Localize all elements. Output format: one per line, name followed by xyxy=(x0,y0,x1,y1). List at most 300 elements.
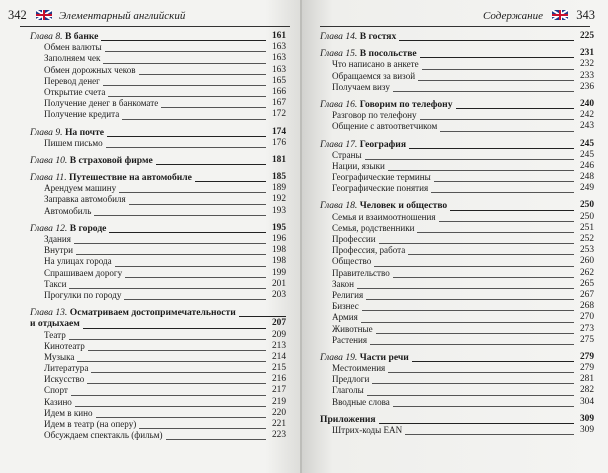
page-ref: 163 xyxy=(271,64,286,75)
leader-line xyxy=(105,51,266,52)
entry-title: Внутри xyxy=(44,245,73,256)
toc-section-entry[interactable] xyxy=(30,194,286,205)
leader-line xyxy=(450,210,574,211)
page-ref: 251 xyxy=(579,222,594,233)
entry-label xyxy=(332,71,415,82)
toc-chapter-entry[interactable] xyxy=(320,414,594,425)
page-ref: 243 xyxy=(579,121,594,132)
page-ref: 163 xyxy=(271,42,286,53)
page-ref: 185 xyxy=(271,172,286,183)
entry-title: На почте xyxy=(64,126,105,138)
toc-section-entry[interactable] xyxy=(30,419,286,430)
chapter-number: Глава 16. xyxy=(320,98,358,110)
entry-title: Обращаемся за визой xyxy=(332,70,416,81)
toc-section-entry[interactable] xyxy=(320,234,594,245)
entry-label xyxy=(44,256,112,267)
leader-line xyxy=(91,372,266,373)
entry-label xyxy=(44,87,105,98)
entry-title: Здания xyxy=(44,234,71,244)
chapter-number: Глава 11. xyxy=(30,172,67,184)
page-ref: 240 xyxy=(579,98,594,109)
toc-section-entry[interactable] xyxy=(320,385,594,396)
entry-title: Получаем визу xyxy=(332,81,390,92)
entry-title: Географические термины xyxy=(332,172,431,183)
entry-label xyxy=(44,419,136,430)
entry-title: Человек и общество xyxy=(359,200,448,212)
leader-line xyxy=(456,108,575,109)
left-page xyxy=(0,0,302,473)
entry-title: В банке xyxy=(64,31,99,42)
toc-section-entry[interactable] xyxy=(320,324,594,335)
page-ref: 304 xyxy=(579,396,594,407)
page-ref: 223 xyxy=(271,430,286,441)
toc-section-entry[interactable] xyxy=(30,363,286,374)
entry-title: Кинотеатр xyxy=(44,340,85,351)
toc-section-entry[interactable] xyxy=(30,234,286,245)
leader-line xyxy=(107,136,266,137)
entry-title: Приложения xyxy=(320,413,376,425)
page-ref: 245 xyxy=(579,138,594,149)
toc-section-entry[interactable] xyxy=(320,397,594,408)
entry-title: Глаголы xyxy=(332,385,364,396)
entry-title: В городе xyxy=(69,222,107,234)
header-rule xyxy=(20,26,290,27)
entry-title: Растения xyxy=(332,334,368,345)
toc-chapter-entry[interactable] xyxy=(320,48,594,59)
entry-label xyxy=(44,98,158,109)
leader-line xyxy=(420,119,574,120)
page-ref: 161 xyxy=(271,31,286,41)
entry-title: Арендуем машину xyxy=(44,183,117,194)
entry-title: Общество xyxy=(332,256,372,267)
leader-line xyxy=(77,361,266,362)
page-number: 343 xyxy=(576,8,595,22)
toc-section-entry[interactable] xyxy=(30,256,286,267)
entry-title: Идем в театр (на оперу) xyxy=(44,419,137,429)
toc-section-entry[interactable] xyxy=(320,150,594,161)
entry-title: Казино xyxy=(44,396,72,407)
entry-title: Семья и взаимоотношения xyxy=(332,211,436,222)
toc-section-entry[interactable] xyxy=(30,352,286,363)
toc-chapter-entry[interactable] xyxy=(320,31,594,42)
toc-section-entry[interactable] xyxy=(320,279,594,290)
running-title: Элементарный английский xyxy=(59,10,186,22)
entry-title: Спрашиваем дорогу xyxy=(44,267,123,278)
chapter-number: Глава 19. xyxy=(320,351,358,363)
page-ref: 265 xyxy=(579,278,594,289)
leader-line xyxy=(156,164,266,165)
page-ref: 268 xyxy=(579,301,594,312)
entry-title: Обмен валюты xyxy=(44,42,102,53)
entry-title: Нации, языки xyxy=(332,160,385,171)
toc-section-entry[interactable] xyxy=(30,397,286,408)
entry-title: Предлоги xyxy=(332,374,370,385)
leader-line xyxy=(83,328,266,329)
leader-line xyxy=(109,232,266,233)
toc-section-entry[interactable] xyxy=(30,206,286,217)
entry-label xyxy=(320,414,376,425)
entry-label xyxy=(332,425,402,436)
toc-chapter-entry[interactable] xyxy=(30,127,286,138)
entry-title: Разговор по телефону xyxy=(332,110,417,121)
entry-label xyxy=(332,245,405,256)
page-ref: 281 xyxy=(579,374,594,385)
entry-title: Получение денег в банкомате xyxy=(44,98,159,109)
toc-section-entry[interactable] xyxy=(320,121,594,132)
leader-line xyxy=(94,215,266,216)
leader-line xyxy=(161,107,266,108)
entry-title: Идем в кино xyxy=(44,407,93,418)
entry-title: Такси xyxy=(44,278,67,289)
entry-title: Заправка автомобиля xyxy=(44,194,126,205)
page-ref: 250 xyxy=(579,211,594,222)
toc-section-entry[interactable] xyxy=(30,430,286,441)
entry-title: Пишем письмо xyxy=(44,137,103,148)
page-number: 342 xyxy=(8,8,27,22)
entry-title: В посольстве xyxy=(359,48,417,60)
page-ref: 209 xyxy=(271,329,286,340)
toc-section-entry[interactable] xyxy=(320,290,594,301)
toc-section-entry[interactable] xyxy=(320,183,594,194)
page-ref: 232 xyxy=(579,59,594,70)
entry-label xyxy=(332,385,364,396)
entry-label xyxy=(44,234,71,245)
page-ref: 279 xyxy=(579,363,594,374)
leader-line xyxy=(374,266,574,267)
entry-label xyxy=(320,48,417,59)
toc-chapter-entry[interactable] xyxy=(30,155,286,166)
leader-line xyxy=(195,181,266,182)
page-ref: 219 xyxy=(271,396,286,407)
entry-label xyxy=(320,31,396,42)
toc-section-entry[interactable] xyxy=(320,374,594,385)
entry-title: Армия xyxy=(332,312,358,323)
entry-label xyxy=(30,318,80,329)
toc-section-entry[interactable] xyxy=(320,110,594,121)
leader-line xyxy=(372,383,574,384)
entry-title: Что написано в анкете xyxy=(332,59,419,70)
entry-title: Профессия, работа xyxy=(332,245,406,256)
toc-chapter-entry[interactable] xyxy=(30,223,286,234)
entry-label xyxy=(30,172,192,183)
entry-title: Правительство xyxy=(332,267,390,278)
leader-line xyxy=(434,181,574,182)
leader-line xyxy=(409,148,574,149)
page-ref: 163 xyxy=(271,53,286,64)
entry-label xyxy=(332,268,390,279)
entry-label xyxy=(44,65,136,76)
toc-section-entry[interactable] xyxy=(320,335,594,346)
entry-label xyxy=(44,206,91,217)
page-ref: 201 xyxy=(271,278,286,289)
entry-label xyxy=(30,127,104,138)
page-ref: 220 xyxy=(271,407,286,418)
page-ref: 174 xyxy=(271,126,286,137)
entry-label xyxy=(332,234,376,245)
leader-line xyxy=(124,299,266,300)
entry-title: Животные xyxy=(332,323,373,334)
toc-section-entry[interactable] xyxy=(30,245,286,256)
toc-section-entry[interactable] xyxy=(30,268,286,279)
entry-title: География xyxy=(359,138,407,150)
entry-label xyxy=(332,150,362,161)
page-ref: 273 xyxy=(579,323,594,334)
leader-line xyxy=(366,299,574,300)
toc-chapter-entry[interactable] xyxy=(320,99,594,110)
toc-section-entry[interactable] xyxy=(30,76,286,87)
uk-flag-icon xyxy=(36,10,52,20)
leader-line xyxy=(357,288,574,289)
entry-label xyxy=(332,324,373,335)
toc-section-entry[interactable] xyxy=(320,301,594,312)
entry-label xyxy=(44,374,84,385)
header-rule xyxy=(320,26,590,27)
toc-section-entry[interactable] xyxy=(320,363,594,374)
entry-title: Бизнес xyxy=(332,301,359,312)
entry-label xyxy=(44,42,102,53)
toc-section-entry[interactable] xyxy=(30,109,286,120)
toc-section-entry[interactable] xyxy=(30,330,286,341)
entry-title: Профессии xyxy=(332,234,376,244)
chapter-number: Глава 13. xyxy=(30,307,68,319)
page-ref: 225 xyxy=(579,31,594,41)
page-ref: 245 xyxy=(579,149,594,160)
entry-label xyxy=(332,256,371,267)
page-ref: 196 xyxy=(271,234,286,244)
chapter-number: Глава 10. xyxy=(30,154,68,166)
toc-section-entry[interactable] xyxy=(30,65,286,76)
entry-title: Заполняем чек xyxy=(44,53,101,64)
page-ref: 195 xyxy=(271,222,286,233)
leader-line xyxy=(76,254,266,255)
uk-flag-icon xyxy=(552,10,568,20)
entry-label xyxy=(44,363,88,374)
entry-title: В страховой фирме xyxy=(69,154,153,166)
page-ref: 203 xyxy=(271,289,286,300)
entry-label xyxy=(332,161,385,172)
entry-title: Театр xyxy=(44,329,66,340)
entry-label xyxy=(44,430,163,441)
toc-section-entry[interactable] xyxy=(320,212,594,223)
leader-line xyxy=(431,192,574,193)
toc-right xyxy=(320,31,594,436)
entry-label xyxy=(332,290,363,301)
toc-section-entry[interactable] xyxy=(320,161,594,172)
entry-title: Вводные слова xyxy=(332,396,390,407)
toc-chapter-entry[interactable] xyxy=(320,139,594,150)
page-ref: 213 xyxy=(271,340,286,351)
chapter-number: Глава 12. xyxy=(30,222,68,234)
toc-section-entry[interactable] xyxy=(320,245,594,256)
toc-section-entry[interactable] xyxy=(320,223,594,234)
page-ref: 253 xyxy=(579,245,594,256)
page-ref: 242 xyxy=(579,110,594,121)
toc-section-entry[interactable] xyxy=(320,82,594,93)
leader-line xyxy=(370,344,574,345)
toc-chapter-entry[interactable] xyxy=(320,200,594,211)
leader-line xyxy=(365,159,574,160)
entry-title: Литература xyxy=(44,363,89,374)
entry-label xyxy=(44,290,121,301)
toc-section-entry[interactable] xyxy=(30,408,286,419)
entry-label xyxy=(332,301,359,312)
entry-label xyxy=(320,139,406,150)
page-ref: 207 xyxy=(271,318,286,329)
leader-line xyxy=(103,63,266,64)
leader-line xyxy=(166,439,266,440)
toc-section-entry[interactable] xyxy=(30,138,286,149)
entry-label xyxy=(44,408,93,419)
page-ref: 275 xyxy=(579,334,594,345)
entry-title: Спорт xyxy=(44,385,68,396)
leader-line xyxy=(408,254,574,255)
page-ref: 262 xyxy=(579,267,594,278)
entry-title: Страны xyxy=(332,149,362,160)
entry-label xyxy=(44,109,119,120)
toc-chapter-entry[interactable] xyxy=(30,172,286,183)
entry-label xyxy=(332,279,354,290)
leader-line xyxy=(405,434,574,435)
leader-line xyxy=(388,372,574,373)
leader-line xyxy=(69,339,266,340)
entry-title: Прогулки по городу xyxy=(44,289,122,300)
page-ref: 221 xyxy=(271,419,286,429)
entry-title: Семья, родственники xyxy=(332,222,415,233)
page-ref: 172 xyxy=(271,109,286,120)
page-ref: 199 xyxy=(271,267,286,278)
page-ref: 176 xyxy=(271,137,286,148)
leader-line xyxy=(101,40,266,41)
page-ref: 167 xyxy=(271,98,286,109)
entry-title: Части речи xyxy=(359,351,409,363)
leader-line xyxy=(367,395,574,396)
leader-line xyxy=(440,131,574,132)
toc-section-entry[interactable] xyxy=(320,172,594,183)
leader-line xyxy=(376,333,574,334)
entry-label xyxy=(44,352,74,363)
toc-section-entry[interactable] xyxy=(320,425,594,436)
page-ref: 233 xyxy=(579,70,594,81)
entry-title: Открытие счета xyxy=(44,86,106,97)
entry-label xyxy=(44,194,126,205)
entry-label xyxy=(320,200,447,211)
page-ref: 217 xyxy=(271,385,286,396)
page-ref: 236 xyxy=(579,81,594,92)
entry-label xyxy=(320,99,453,110)
leader-line xyxy=(96,417,266,418)
chapter-number: Глава 14. xyxy=(320,31,358,42)
chapter-number: Глава 17. xyxy=(320,138,358,150)
entry-title: В гостях xyxy=(359,31,397,42)
leader-line xyxy=(139,74,266,75)
entry-title: Религия xyxy=(332,289,364,300)
toc-section-entry[interactable] xyxy=(320,71,594,82)
entry-label xyxy=(30,307,236,318)
entry-title: Местоимения xyxy=(332,363,386,374)
entry-title: Говорим по телефону xyxy=(359,98,453,110)
page-ref: 260 xyxy=(579,256,594,267)
toc-chapter-entry[interactable] xyxy=(30,307,286,318)
leader-line xyxy=(88,350,266,351)
toc-section-entry[interactable] xyxy=(30,279,286,290)
toc-section-entry[interactable] xyxy=(30,53,286,64)
entry-label xyxy=(332,212,436,223)
leader-line xyxy=(422,69,574,70)
toc-section-entry[interactable] xyxy=(30,374,286,385)
entry-label xyxy=(320,352,409,363)
entry-label xyxy=(44,268,122,279)
leader-line xyxy=(393,277,574,278)
toc-section-entry[interactable] xyxy=(320,312,594,323)
leader-line xyxy=(115,266,266,267)
entry-label xyxy=(332,183,428,194)
entry-label xyxy=(332,312,358,323)
entry-title: Получение кредита xyxy=(44,109,120,120)
entry-label xyxy=(44,183,116,194)
toc-section-entry[interactable] xyxy=(320,268,594,279)
toc-chapter-entry[interactable] xyxy=(320,352,594,363)
toc-section-entry[interactable] xyxy=(30,290,286,301)
leader-line xyxy=(69,288,266,289)
entry-label xyxy=(44,341,85,352)
page-ref: 246 xyxy=(579,160,594,171)
toc-section-entry[interactable] xyxy=(30,385,286,396)
page-ref: 279 xyxy=(579,351,594,362)
leader-line xyxy=(417,232,574,233)
entry-label xyxy=(30,31,98,42)
leader-line xyxy=(393,91,574,92)
entry-label xyxy=(332,110,417,121)
entry-label xyxy=(332,374,369,385)
toc-left xyxy=(30,31,286,441)
entry-title: Осматриваем достопримечательности xyxy=(69,307,236,319)
toc-section-entry[interactable] xyxy=(30,341,286,352)
entry-label xyxy=(332,335,367,346)
page-ref: 193 xyxy=(271,205,286,216)
leader-line xyxy=(119,192,266,193)
page-ref: 248 xyxy=(579,172,594,183)
page-ref: 165 xyxy=(271,75,286,86)
toc-section-entry[interactable] xyxy=(320,59,594,70)
leader-line xyxy=(74,243,266,244)
page-ref: 181 xyxy=(271,154,286,165)
entry-title: Перевод денег xyxy=(44,75,100,86)
page-ref: 267 xyxy=(579,289,594,300)
page-ref: 231 xyxy=(579,48,594,59)
toc-section-entry[interactable] xyxy=(30,183,286,194)
page-ref: 166 xyxy=(271,86,286,97)
toc-section-entry[interactable] xyxy=(30,87,286,98)
leader-line xyxy=(239,316,286,317)
toc-section-entry[interactable] xyxy=(30,42,286,53)
toc-section-entry[interactable] xyxy=(320,256,594,267)
page-ref: 250 xyxy=(579,200,594,211)
chapter-number: Глава 15. xyxy=(320,48,358,60)
page-ref: 189 xyxy=(271,183,286,194)
entry-label xyxy=(44,279,66,290)
toc-chapter-entry[interactable] xyxy=(30,318,286,329)
toc-section-entry[interactable] xyxy=(30,98,286,109)
entry-label xyxy=(44,397,72,408)
page-ref: 249 xyxy=(579,183,594,194)
entry-title: Географические понятия xyxy=(332,183,429,194)
entry-title: Обсуждаем спектакль (фильм) xyxy=(44,430,163,441)
entry-label xyxy=(44,76,100,87)
toc-chapter-entry[interactable] xyxy=(30,31,286,42)
leader-line xyxy=(75,406,266,407)
leader-line xyxy=(439,221,574,222)
leader-line xyxy=(362,310,574,311)
